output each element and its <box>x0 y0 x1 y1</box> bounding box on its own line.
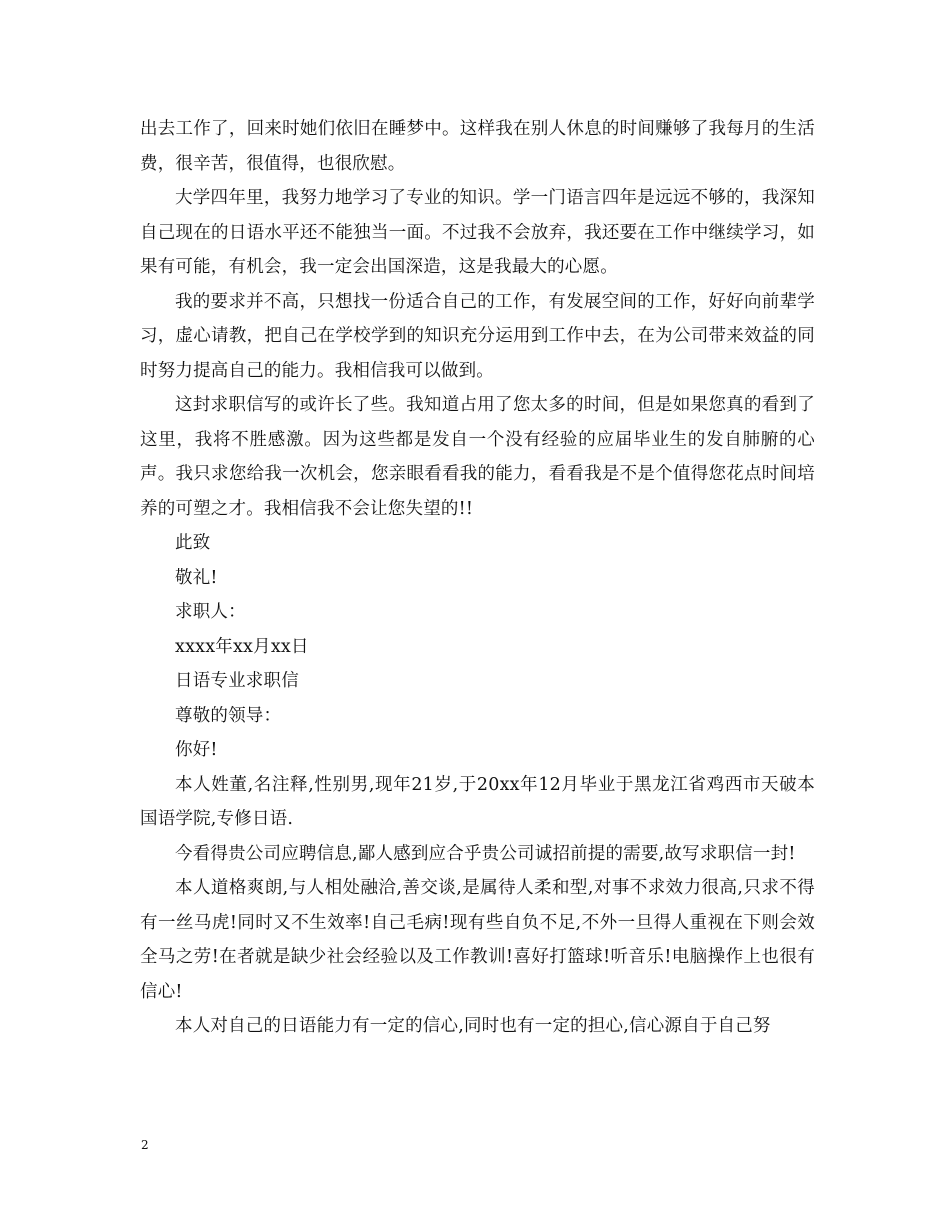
greeting-hello: 你好! <box>175 740 218 760</box>
salutation-jingli: 敬礼! <box>175 567 218 588</box>
document-body <box>140 112 815 1044</box>
paragraph-personal-info: 本人姓董,名注释,性别男,现年21岁,于20xx年12月毕业于黑龙江省鸡西市天破本国语学院,专修日语. <box>140 774 815 829</box>
paragraph-closing-appeal: 这封求职信写的或许长了些。我知道占用了您太多的时间，但是如果您真的看到了这里，我将不胜感激。因为这些都是发自一个没有经验的应届毕业生的发自肺腑的心声。我只求您给我一次机会，您亲眼看看我的能力，看看我是不是个值得您花点时间培养的可塑之才。我相信我不会让您失望的!! <box>140 395 815 519</box>
applicant-label: 求职人： <box>175 602 246 622</box>
paragraph-personality: 本人道格爽朗,与人相处融洽,善交谈,是属待人柔和型,对事不求效力很高,只求不得有一丝马虎!同时又不生效率!自己毛病!现有些自负不足,不外一旦得人重视在下则会效全马之劳!在者就是缺少社会经验以及工作教训!喜好打篮球!听音乐!电脑操作上也很有信心! <box>140 878 815 1002</box>
paragraph-japanese-ability: 本人对自己的日语能力有一定的信心,同时也有一定的担心,信心源自于自己努 <box>175 1016 771 1036</box>
letter-title: 日语专业求职信 <box>175 671 299 691</box>
paragraph-requirements: 我的要求并不高，只想找一份适合自己的工作，有发展空间的工作，好好向前辈学习，虚心请教，把自己在学校学到的知识充分运用到工作中去，在为公司带来效益的同时努力提高自己的能力。我相信我可以做到。 <box>140 291 815 381</box>
paragraph-continued: 出去工作了，回来时她们依旧在睡梦中。这样我在别人休息的时间赚够了我每月的生活费，很辛苦，很值得，也很欣慰。 <box>140 119 815 174</box>
date-line: xxxx年xx月xx日 <box>175 636 309 657</box>
page-number: 2 <box>141 1138 149 1152</box>
greeting-recipient: 尊敬的领导： <box>175 705 282 726</box>
paragraph-motivation: 今看得贵公司应聘信息,鄙人感到应合乎贵公司诚招前提的需要,故写求职信一封! <box>175 843 796 864</box>
paragraph-university-study: 大学四年里，我努力地学习了专业的知识。学一门语言四年是远远不够的，我深知自己现在的日语水平还不能独当一面。不过我不会放弃，我还要在工作中继续学习，如果有可能，有机会，我一定会出国深造，这是我最大的心愿。 <box>140 188 815 277</box>
salutation-cizhi: 此致 <box>175 533 211 553</box>
